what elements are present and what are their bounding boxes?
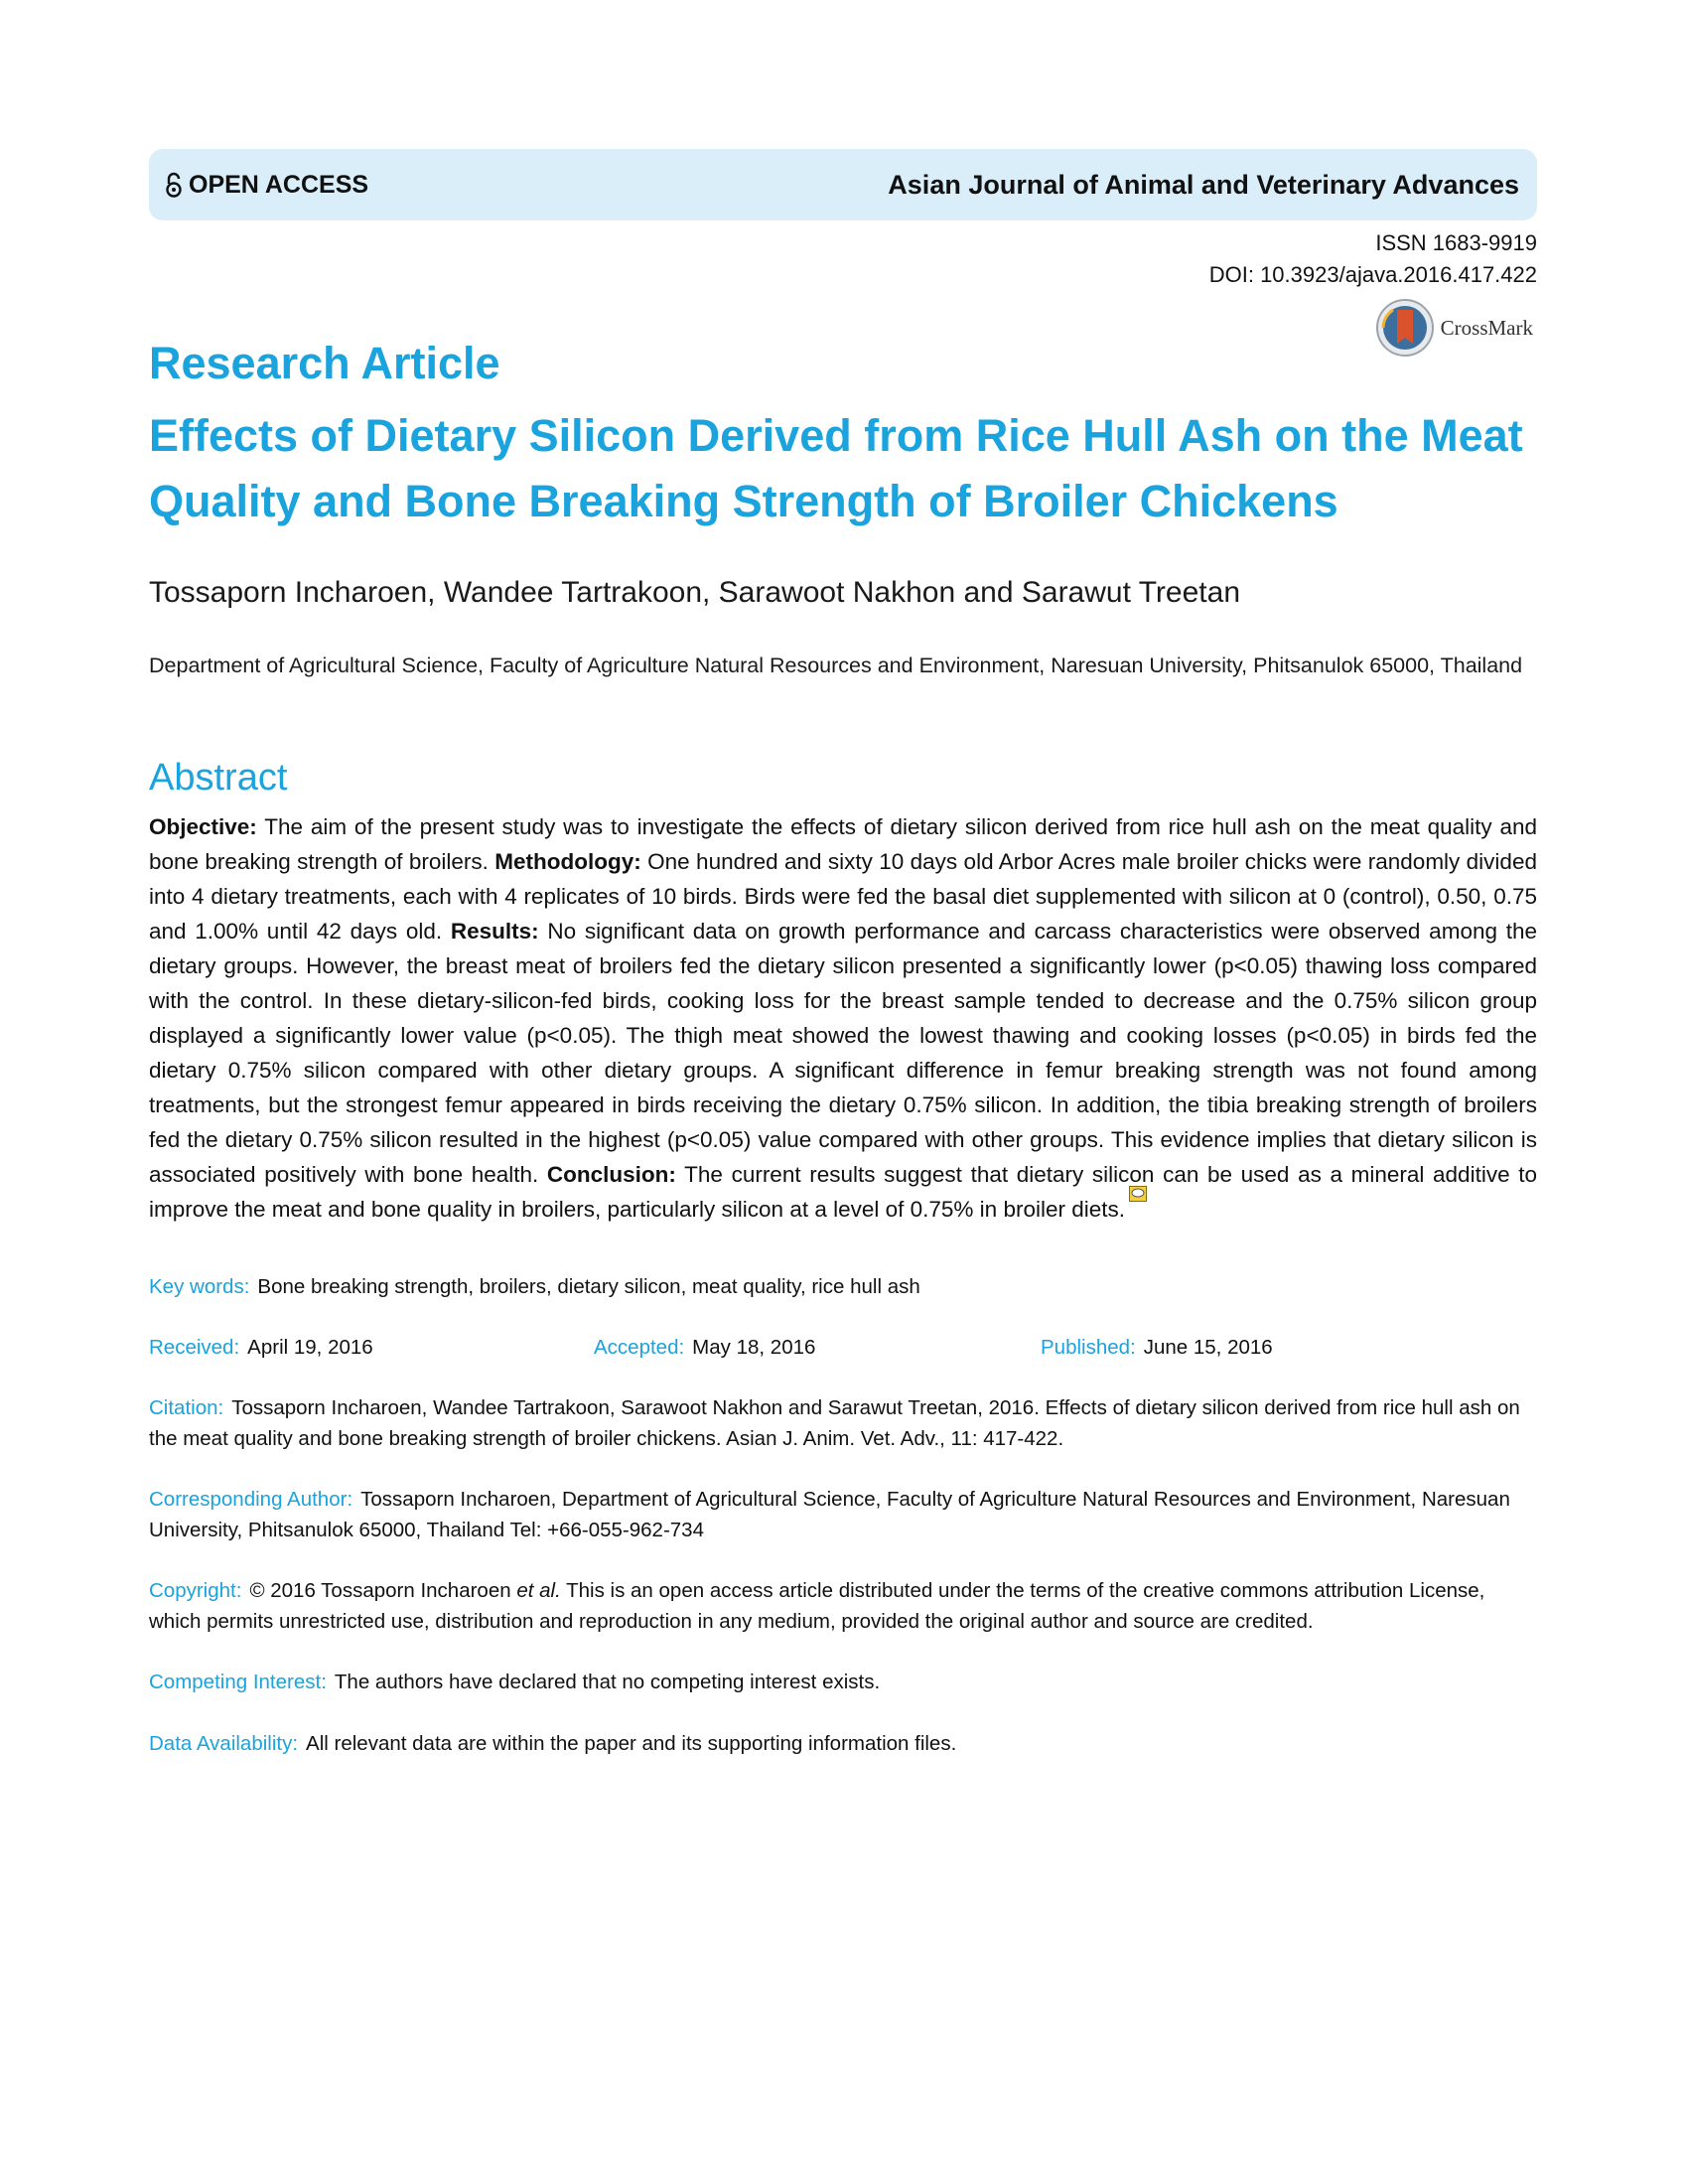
issn: ISSN 1683-9919 xyxy=(1375,230,1537,255)
accepted-value: May 18, 2016 xyxy=(692,1336,816,1359)
article-type: Research Article xyxy=(149,338,500,388)
copyright-text: This is an open access article distributed under the terms of the creative commons attribution License, which permits unrestricted use, distribution and reproduction in any medium, provided the original author and source are credited. xyxy=(149,1579,1485,1633)
data-availability-label: Data Availability: xyxy=(149,1732,299,1755)
corresponding-text: Tossaporn Incharoen, Department of Agricultural Science, Faculty of Agriculture Natural Resources and Environment, Naresuan University, Phitsanulok 65000, Thailand Tel: +66-055-962-734 xyxy=(149,1488,1510,1541)
open-access-label: OPEN ACCESS xyxy=(189,170,369,199)
received-value: April 19, 2016 xyxy=(247,1336,373,1359)
methodology-text: One hundred and sixty 10 days old Arbor Acres male broiler chicks were randomly divided into 4 dietary treatments, each with 4 replicates of 10 birds. Birds were fed the basal diet supplemented with silicon at 0 (control), 0.50, 0.75 and 1.00% until 42 days old. xyxy=(149,849,1537,944)
journal-banner xyxy=(149,149,1537,220)
crossmark-icon xyxy=(1375,298,1435,358)
copyright-label: Copyright: xyxy=(149,1579,242,1602)
data-availability xyxy=(149,1728,1537,1759)
doi-link[interactable]: DOI: 10.3923/ajava.2016.417.422 xyxy=(1208,262,1537,287)
citation-text: Tossaporn Incharoen, Wandee Tartrakoon, Sarawoot Nakhon and Sarawut Treetan, 2016. Effects of dietary silicon derived from rice hull ash on the meat quality and bone breaking strength of broiler chickens. Asian J. Anim. Vet. Adv., 11: 417-422. xyxy=(149,1396,1520,1450)
article-title: Effects of Dietary Silicon Derived from Rice Hull Ash on the Meat Quality and Bone Breaking Strength of Broiler Chickens xyxy=(149,410,1523,526)
citation-label: Citation: xyxy=(149,1396,224,1419)
received-date xyxy=(149,1332,373,1363)
copyright-etal: et al. xyxy=(516,1579,561,1602)
open-lock-icon xyxy=(165,172,183,198)
copyright xyxy=(149,1575,1537,1637)
crossmark-label: CrossMark xyxy=(1440,315,1533,340)
citation xyxy=(149,1392,1537,1454)
methodology-label: Methodology: xyxy=(494,849,641,874)
published-date xyxy=(1041,1332,1273,1363)
journal-name: Asian Journal of Animal and Veterinary Advances xyxy=(888,169,1519,200)
results-label: Results: xyxy=(450,919,539,944)
corresponding-author xyxy=(149,1484,1537,1545)
results-text: No significant data on growth performance and carcass characteristics were observed among the dietary groups. However, the breast meat of broilers fed the dietary silicon presented a significantly lower (p<0.05) thawing loss compared with the control. In these dietary-silicon-fed birds, cooking loss for the breast sample tended to decrease and the 0.75% silicon group displayed a significantly lower value (p<0.05). The thigh meat showed the lowest thawing and cooking losses (p<0.05) in birds fed the dietary 0.75% silicon compared with other dietary groups. A significant difference in femur breaking strength was not found among treatments, but the strongest femur appeared in birds receiving the dietary 0.75% silicon. In addition, the tibia breaking strength of broilers fed the dietary 0.75% silicon resulted in the highest (p<0.05) value compared with other groups. This evidence implies that dietary silicon is associated positively with bone health. xyxy=(149,919,1537,1187)
affiliation: Department of Agricultural Science, Faculty of Agriculture Natural Resources and Environment, Naresuan University, Phitsanulok 65000, Thailand xyxy=(149,654,1523,677)
competing-label: Competing Interest: xyxy=(149,1671,327,1693)
copyright-holder: © 2016 Tossaporn Incharoen xyxy=(249,1579,511,1602)
comment-note-icon[interactable] xyxy=(1129,1186,1147,1202)
conclusion-label: Conclusion: xyxy=(546,1162,676,1187)
accepted-label: Accepted: xyxy=(594,1336,685,1359)
keywords-text: Bone breaking strength, broilers, dietary silicon, meat quality, rice hull ash xyxy=(257,1275,920,1298)
open-access-badge xyxy=(165,171,368,200)
objective-label: Objective: xyxy=(149,814,257,839)
competing-text: The authors have declared that no competing interest exists. xyxy=(334,1671,881,1693)
abstract-body xyxy=(149,809,1537,1227)
competing-interest xyxy=(149,1667,1537,1697)
conclusion-text: The current results suggest that dietary silicon can be used as a mineral additive to improve the meat and bone quality in broilers, particularly silicon at a level of 0.75% in broiler diets. xyxy=(149,1162,1537,1222)
received-label: Received: xyxy=(149,1336,240,1359)
abstract-heading: Abstract xyxy=(149,757,288,799)
corresponding-label: Corresponding Author: xyxy=(149,1488,353,1511)
keywords xyxy=(149,1271,1537,1302)
author-list: Tossaporn Incharoen, Wandee Tartrakoon, Sarawoot Nakhon and Sarawut Treetan xyxy=(149,576,1240,609)
objective-text: The aim of the present study was to investigate the effects of dietary silicon derived from rice hull ash on the meat quality and bone breaking strength of broilers. xyxy=(149,814,1537,874)
keywords-label: Key words: xyxy=(149,1275,250,1298)
accepted-date xyxy=(594,1332,815,1363)
published-label: Published: xyxy=(1041,1336,1136,1359)
published-value: June 15, 2016 xyxy=(1143,1336,1273,1359)
article-dates xyxy=(149,1332,1537,1363)
crossmark-badge[interactable] xyxy=(1375,298,1533,358)
data-availability-text: All relevant data are within the paper and its supporting information files. xyxy=(306,1732,957,1755)
